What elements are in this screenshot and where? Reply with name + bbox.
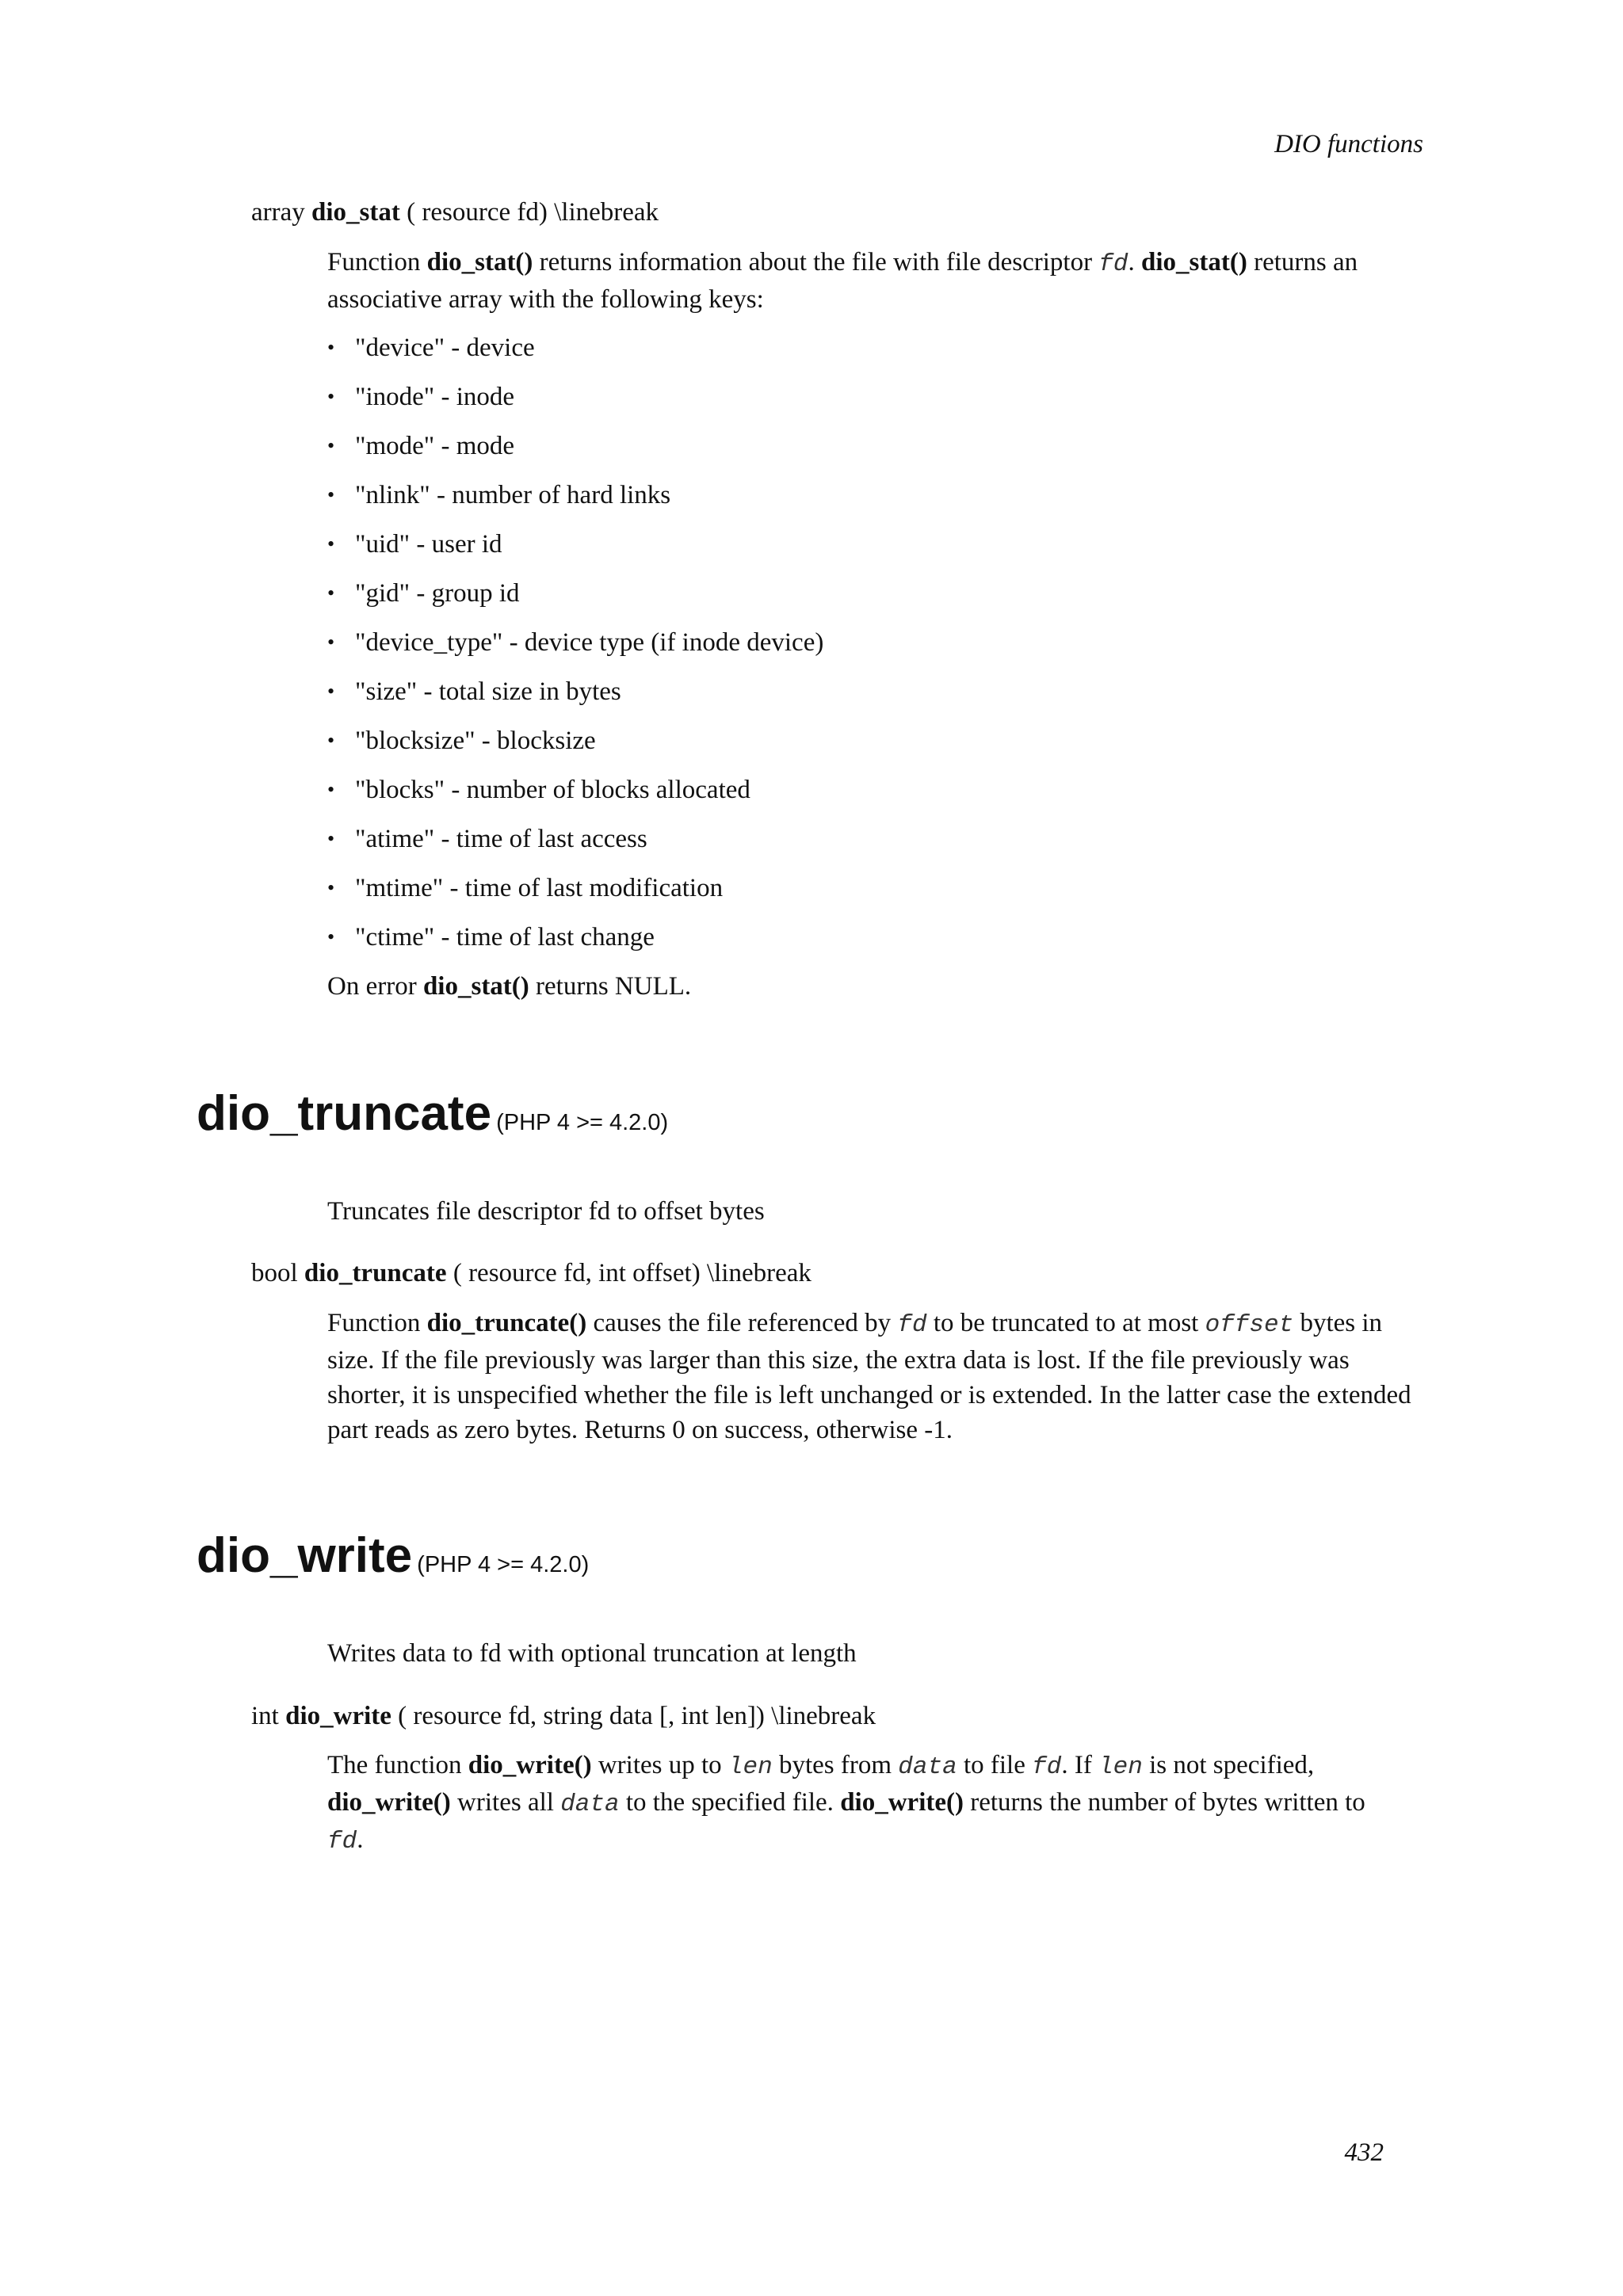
parameter-ref: fd [1098, 250, 1128, 278]
dio-stat-error-note: On error dio_stat() returns NULL. [327, 972, 692, 1001]
list-item [327, 576, 1433, 625]
description-paragraph: The function dio_write() writes up to len bytes from data to file fd. If len is not specified, dio_write() writes all data to the specified file. dio_write() returns the number of bytes written to fd. [327, 1751, 1365, 1855]
php-version: (PHP 4 >= 4.2.0) [417, 1552, 590, 1577]
dio-stat-description [327, 245, 1433, 317]
key-description: "ctime" - time of last change [355, 923, 655, 952]
bullet-icon: • [327, 680, 335, 703]
key-description: "gid" - group id [355, 579, 520, 608]
key-description: "nlink" - number of hard links [355, 481, 671, 509]
list-item [327, 330, 1433, 379]
function-title: dio_write [197, 1528, 413, 1583]
parameter-ref: len [727, 1753, 773, 1781]
list-item [327, 871, 1433, 920]
list-item [327, 429, 1433, 478]
parameter-ref: data [898, 1753, 957, 1781]
key-description: "device" - device [355, 334, 535, 362]
parameter-ref: fd [327, 1828, 357, 1855]
key-description: "size" - total size in bytes [355, 677, 621, 706]
dio-truncate-description [327, 1306, 1433, 1447]
function-params: ( resource fd, int offset) \linebreak [453, 1259, 812, 1287]
bullet-icon: • [327, 336, 335, 359]
description-paragraph: Function dio_stat() returns information about the file with file descriptor fd. dio_stat() returns an associative array with the following keys: [327, 248, 1358, 314]
list-item [327, 674, 1433, 723]
key-description: "inode" - inode [355, 383, 515, 411]
dio-write-description [327, 1748, 1433, 1859]
parameter-ref: data [560, 1791, 620, 1818]
key-description: "blocks" - number of blocks allocated [355, 776, 750, 804]
description-paragraph: Function dio_truncate() causes the file referenced by fd to be truncated to at most offset bytes in size. If the file previously was larger than this size, the extra data is lost. If the file previously was shorter, it is unspecified whether the file is left unchanged or is extended. In the latter case the extended part reads as zero bytes. Returns 0 on success, otherwise -1. [327, 1309, 1411, 1444]
return-type: array [251, 198, 305, 227]
running-header: DIO functions [1274, 130, 1423, 158]
dio-stat-synopsis [251, 195, 1440, 230]
list-item [327, 478, 1433, 527]
list-item [327, 625, 1433, 674]
list-item [327, 772, 1433, 822]
bullet-icon: • [327, 876, 335, 899]
key-description: "atime" - time of last access [355, 825, 647, 853]
function-title: dio_truncate [197, 1086, 492, 1141]
parameter-ref: len [1098, 1753, 1143, 1781]
dio-write-synopsis [251, 1699, 1440, 1733]
list-item [327, 527, 1433, 576]
function-name: dio_stat [311, 198, 400, 227]
dio-stat-keys-list [327, 330, 1433, 969]
key-description: "mtime" - time of last modification [355, 874, 724, 902]
bullet-icon: • [327, 827, 335, 850]
parameter-ref: fd [1032, 1753, 1062, 1781]
bullet-icon: • [327, 385, 335, 408]
key-description: "uid" - user id [355, 530, 502, 559]
bullet-icon: • [327, 434, 335, 457]
list-item [327, 822, 1433, 871]
page-number: 432 [1344, 2138, 1384, 2167]
bullet-icon: • [327, 582, 335, 605]
function-params: ( resource fd, string data [, int len]) \linebreak [398, 1702, 876, 1730]
bullet-icon: • [327, 729, 335, 752]
dio-truncate-heading [197, 1086, 668, 1142]
list-item [327, 379, 1433, 429]
parameter-ref: fd [897, 1311, 927, 1339]
php-version: (PHP 4 >= 4.2.0) [496, 1110, 669, 1135]
bullet-icon: • [327, 925, 335, 948]
key-description: "mode" - mode [355, 432, 515, 460]
function-name: dio_truncate [304, 1259, 447, 1287]
function-params: ( resource fd) \linebreak [407, 198, 659, 227]
bullet-icon: • [327, 483, 335, 506]
dio-write-purpose: Writes data to fd with optional truncation at length [327, 1639, 857, 1668]
dio-truncate-synopsis [251, 1256, 1440, 1291]
function-name: dio_write [285, 1702, 391, 1730]
list-item [327, 723, 1433, 772]
bullet-icon: • [327, 631, 335, 654]
return-type: int [251, 1702, 279, 1730]
key-description: "device_type" - device type (if inode device) [355, 628, 824, 657]
parameter-ref: offset [1205, 1311, 1294, 1339]
dio-truncate-purpose: Truncates file descriptor fd to offset bytes [327, 1197, 765, 1226]
bullet-icon: • [327, 778, 335, 801]
dio-write-heading [197, 1528, 589, 1584]
bullet-icon: • [327, 532, 335, 555]
return-type: bool [251, 1259, 298, 1287]
list-item [327, 920, 1433, 969]
key-description: "blocksize" - blocksize [355, 727, 596, 755]
